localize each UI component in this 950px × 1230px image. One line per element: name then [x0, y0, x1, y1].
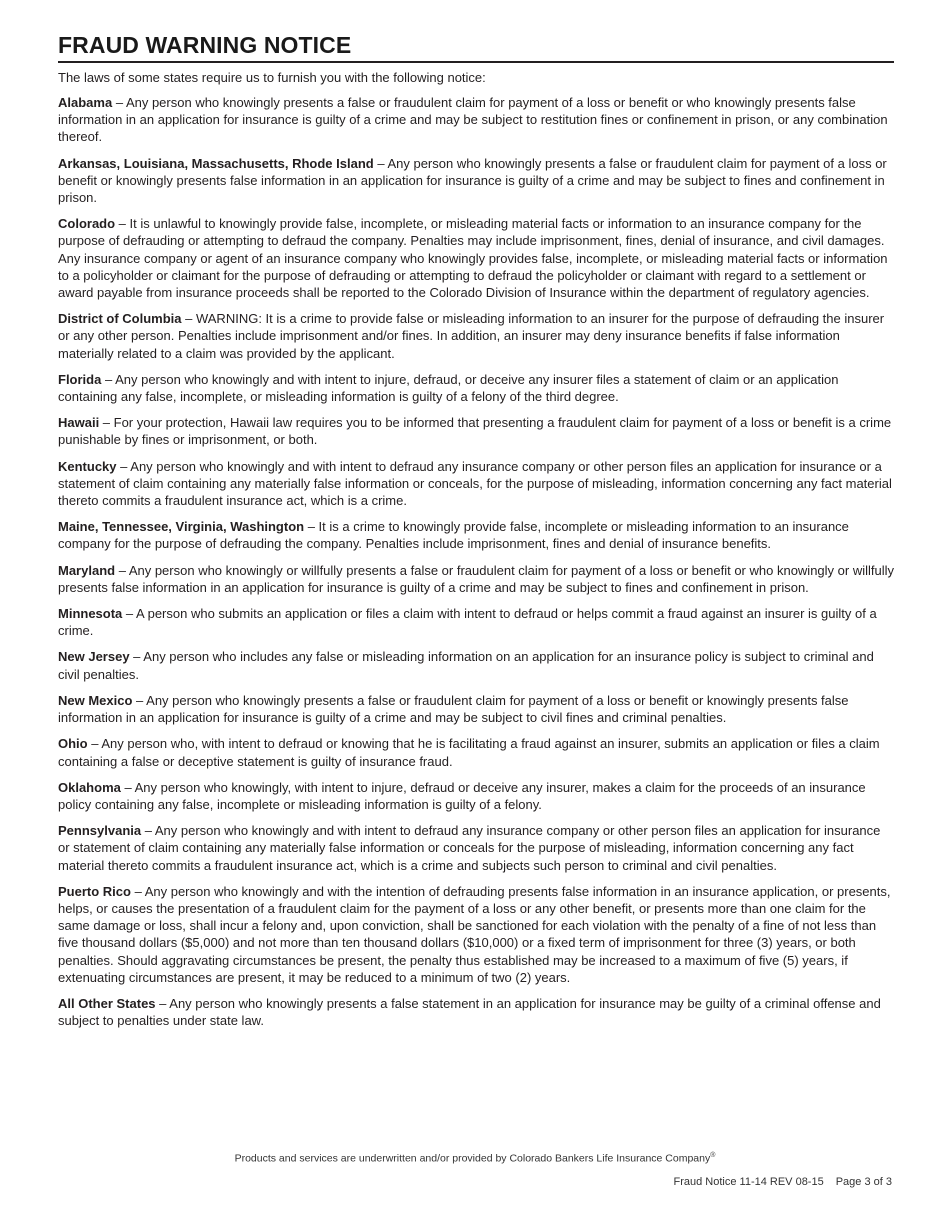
notice-text: – Any person who knowingly and with intent to defraud any insurance company or other person files an application for insurance or statement of claim containing any materially false information or conceals for the purpose of misleading, information concerning any fact material thereto commits a fraudulent insurance act, which is a crime and subjects such person to criminal and civil penalties.: [58, 823, 881, 873]
notice-text: – Any person who knowingly or willfully presents a false or fraudulent claim for payment of a loss or benefit or who knowingly or willfully presents false information in an application for insurance is guilty of a crime and may be subject to fines and confinement in prison.: [58, 562, 894, 595]
state-name: New Jersey: [58, 649, 130, 665]
notice-text: – A person who submits an application or files a claim with intent to defraud or helps commit a fraud against an insurer is guilty of a crime.: [58, 606, 877, 639]
state-name: Oklahoma: [58, 779, 121, 795]
notice-maine-tennessee-virginia-washington: [58, 518, 894, 552]
notice-text: – Any person who includes any false or misleading information on an application for an insurance policy is subject to criminal and civil penalties.: [58, 649, 874, 682]
state-name: New Mexico: [58, 692, 133, 708]
notice-text: – Any person who knowingly and with intent to injure, defraud, or deceive any insurer files a statement of claim or an application containing any false, incomplete, or misleading information is guilty of a felony of the third degree.: [58, 371, 839, 405]
page-number: Page 3 of 3: [835, 1176, 892, 1188]
notice-pennsylvania: [58, 822, 894, 874]
notice-minnesota: [58, 605, 894, 639]
state-name: Arkansas, Louisiana, Massachusetts, Rhode Island: [58, 155, 374, 171]
notice-maryland: [58, 562, 894, 596]
notice-arkansas-louisiana-massachusetts-rhode-island: [58, 155, 894, 207]
state-name: Minnesota: [58, 606, 123, 622]
notice-text: – Any person who knowingly, with intent to injure, defraud or deceive any insurer, makes a claim for the proceeds of an insurance policy containing any false, incomplete or misleading information is guilty of a felony.: [58, 779, 866, 812]
title-divider: [58, 61, 894, 63]
page-title: FRAUD WARNING NOTICE: [58, 32, 352, 58]
state-name: Pennsylvania: [58, 823, 142, 839]
notice-text: – Any person who knowingly presents a false statement in an application for insurance may be guilty of a criminal offense and subject to penalties under state law.: [58, 995, 881, 1029]
state-name: Maryland: [58, 562, 116, 578]
underwriter-footer: [0, 1149, 950, 1166]
notice-text: – WARNING: It is a crime to provide false or misleading information to an insurer for the purpose of defrauding the insurer or any other person. Penalties include imprisonment and/or fines. In addition, an insurer may deny insurance benefits if false information materially related to a claim was provided by the applicant.: [58, 311, 885, 361]
notice-text: – It is a crime to knowingly provide false, incomplete or misleading information to an insurance company for the purpose of defrauding the company. Penalties include imprisonment, fines and denial of insurance benefits.: [58, 519, 849, 552]
notice-alabama: [58, 94, 894, 146]
registered-mark: ®: [710, 1152, 716, 1159]
notice-florida: [58, 371, 894, 405]
underwriter-text: Products and services are underwritten and/or provided by Colorado Bankers Life Insurance Company: [234, 1152, 711, 1165]
state-name: Alabama: [58, 95, 113, 110]
state-name: Puerto Rico: [58, 883, 131, 899]
notice-new-mexico: [58, 692, 894, 726]
notice-puerto-rico: [58, 883, 894, 986]
notice-text: – Any person who knowingly presents a false or fraudulent claim for payment of a loss or benefit or knowingly presents false information in an application for insurance is guilty of a crime and may be subject to fines and confinement in prison.: [58, 155, 887, 206]
state-name: Maine, Tennessee, Virginia, Washington: [58, 519, 305, 535]
form-footer: [674, 1175, 893, 1189]
state-name: All Other States: [58, 995, 156, 1011]
notice-text: – Any person who knowingly and with intent to defraud any insurance company or other person files an application for insurance or a statement of claim containing any materially false information or conceals, for the purpose of misleading, information concerning any fact material thereto commits a fraudulent insurance act, which is a crime.: [58, 458, 892, 509]
document-page: [58, 30, 894, 1038]
notice-text: – Any person who knowingly presents a false or fraudulent claim for payment of a loss or benefit or who knowingly presents false information in an application for insurance is guilty of a crime and may be subject to restitution fines or confinement in prison, or any combination thereof.: [58, 95, 888, 145]
notice-text: – It is unlawful to knowingly provide false, incomplete, or misleading material facts or information to an insurance company for the purpose of defrauding or attempting to defraud the company. Penalties may include imprisonment, fines, denial of insurance, and civil damages. Any insurance company or agent of an insurance company who knowingly provides false, incomplete, or misleading material facts or information to a policyholder or claimant for the purpose of defrauding or attempting to defraud the policyholder or claimant with regard to a settlement or award payable from insurance proceeds shall be reported to the Colorado Division of Insurance within the department of regulatory agencies.: [58, 216, 888, 301]
state-notices: [58, 94, 894, 1029]
notice-district-of-columbia: [58, 310, 894, 362]
state-name: Kentucky: [58, 458, 117, 474]
notice-new-jersey: [58, 648, 894, 682]
notice-ohio: [58, 735, 894, 769]
form-number: Fraud Notice 11-14 REV 08-15: [673, 1176, 824, 1188]
notice-text: – Any person who knowingly and with the intention of defrauding presents false information in an insurance application, or presents, helps, or causes the presentation of a fraudulent claim for the payment of a loss or any other benefit, or presents more than one claim for the same damage or loss, shall incur a felony and, upon conviction, shall be sanctioned for each violation with the penalty of a fine of not less than five thousand dollars ($5,000) and not more than ten thousand dollars ($10,000) or a fixed term of imprisonment for three (3) years, or both penalties. Should aggravating circumstances be present, the penalty thus established may be increased to a maximum of five (5) years, if extenuating circumstances are present, it may be reduced to a minimum of two (2) years.: [58, 883, 891, 985]
notice-text: – Any person who knowingly presents a false or fraudulent claim for payment of a loss or benefit or knowingly presents false information in an application for insurance is guilty of a crime and may be subject to civil fines and criminal penalties.: [58, 692, 849, 726]
state-name: Florida: [58, 371, 102, 387]
state-name: Colorado: [58, 216, 116, 232]
notice-oklahoma: [58, 779, 894, 813]
notice-text: – For your protection, Hawaii law requires you to be informed that presenting a fraudulent claim for payment of a loss or benefit is a crime punishable by fines or imprisonment, or both.: [58, 415, 892, 448]
state-name: District of Columbia: [58, 311, 182, 327]
notice-text: – Any person who, with intent to defraud or knowing that he is facilitating a fraud against an insurer, submits an application or files a claim containing a false or deceptive statement is guilty of insurance fraud.: [58, 736, 880, 769]
notice-hawaii: [58, 414, 894, 448]
intro-text: The laws of some states require us to furnish you with the following notice:: [58, 70, 486, 85]
state-name: Ohio: [58, 736, 88, 752]
notice-colorado: [58, 215, 894, 301]
notice-kentucky: [58, 458, 894, 510]
state-name: Hawaii: [58, 415, 100, 431]
notice-all-other-states: [58, 995, 894, 1029]
